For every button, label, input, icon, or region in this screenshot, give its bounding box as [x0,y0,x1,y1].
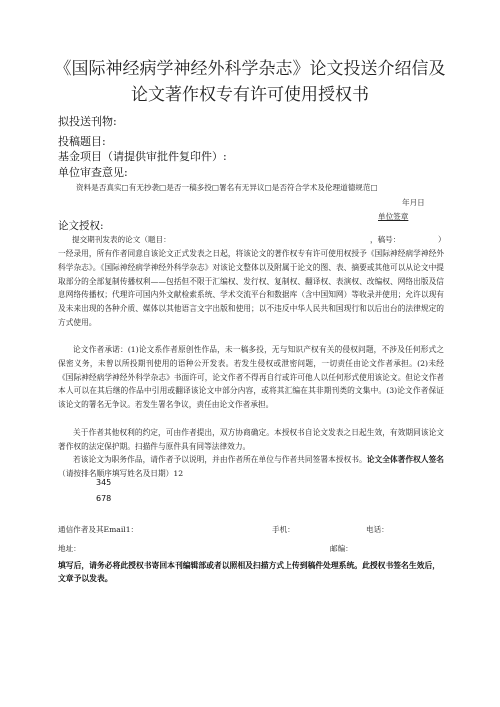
auth-p1-close: ） [438,235,446,244]
postcode-label: 邮编： [330,544,353,553]
manuscript-title-label: 投稿题目: [58,135,106,148]
author-commitment-paragraph: 论文作者承诺：(1)论文系作者原创性作品，未一稿多投，无与知识产权有关的侵权问题，不涉及任何形式之保密义务，未曾以所投期刊使用的语种公开发表。若发生侵权或泄密问题，一切责任由论文作者承担。(2)未经《国际神经病学神经外科学杂志》书面许可，论文作者不得再自行或许可他人以任何形式使用该论文。但论文作者本人可以在其后继的作品中引用或翻译该论文中部分内容，或将其汇编在其非期刊类的文集中。(3)论文作者保证该论文的署名无争议。若发生署名争议，责任由论文作者承担。 [58,345,444,410]
phone-label: 电话： [366,525,389,534]
review-checklist: 资料是否真实□有无抄袭□是否一稿多投□署名有无异议□是否符合学术及伦理道德规范□ [76,183,378,192]
date-label: 年月日 [402,198,425,207]
unit-review-label: 单位审查意见: [58,166,128,179]
authorization-paragraph-1: 一经录用，所有作者同意自该论文正式发表之日起，将该论文的著作权专有许可使用权授予《国际神经病学神经外科学杂志》。《国际神经病学神经外科学杂志》对该论文整体以及附属于论文的图、表、摘要或其他可以从论文中提取部分的全部复制传播权利——包括但不限于汇编权、发行权、复制权、翻译权、表演权、改编权、网络出版及信息网络传播权；代理许可国内外文献检索系统、学术交流平台和数据库（含中国知网）等收录并使用；允许以现有及未来出现的各种介质、媒体以其他语言文字出版和使用；以不违反中华人民共和国现行和以后出台的法律规定的方式使用。 [58,249,444,327]
submission-note: 填写后，请务必将此授权书寄回本刊编辑部或者以照相及扫描方式上传到稿件处理系统。此授权书签名生效后，文章予以发表。 [58,561,441,583]
corresponding-author-label: 通信作者及其Email1： [58,525,139,534]
document-title-line-1: 《国际神经病学神经外科学杂志》论文投送介绍信及 [54,59,446,79]
sign-order-instruction: （请按排名顺序填写姓名及日期）12 [58,468,184,478]
other-rights-paragraph: 关于作者其他权利的约定，可由作者提出，双方协商确定。本授权书自论文发表之日起生效，有效期同该论文著作权的法定保护期。扫描件与原件具有同等法律效力。 [58,428,444,451]
work-for-hire-note: 若该论文为职务作品，请作者予以说明，并由作者所在单位与作者共同签署本授权书。 [73,455,367,464]
journal-field-label: 拟投送刊物: [58,115,117,128]
signature-line-2: 345 [96,478,112,487]
mobile-label: 手机： [272,525,295,534]
auth-p1-manuscript-no: ，稿号： [370,235,401,244]
document-title-line-2: 论文著作权专有许可使用授权书 [131,85,369,105]
fund-project-label: 基金项目（请提供审批件复印件）: [58,150,227,163]
auth-p1-title-prefix: 提交期刊发表的论文（题目： [72,235,171,244]
unit-seal-label: 单位签章 [378,212,409,221]
signature-line-3: 678 [96,494,112,503]
signature-paragraph [58,453,444,481]
address-label: 地址： [58,544,81,553]
authorization-heading: 论文授权: [58,220,104,232]
all-authors-sign-label: 论文全体著作权人签名 [366,455,444,464]
